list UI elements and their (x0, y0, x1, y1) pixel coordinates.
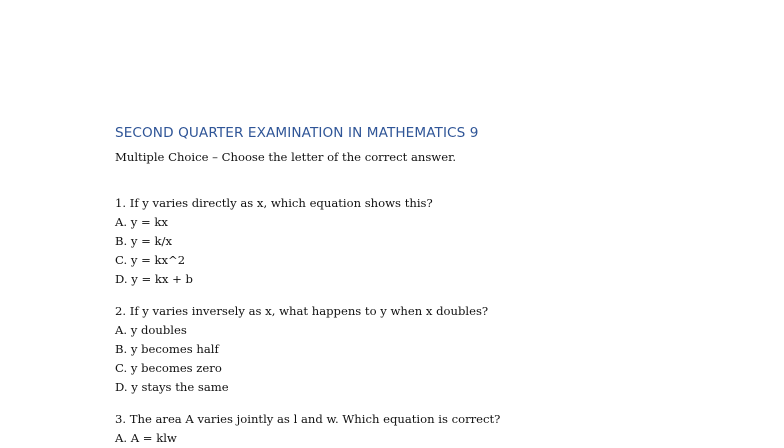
exam-instructions: Multiple Choice – Choose the letter of the correct answer. (115, 150, 457, 164)
answer-choice-b: B. y = k/x (115, 234, 172, 248)
question-prompt: 3. The area A varies jointly as l and w. Which equation is correct? (115, 412, 501, 426)
answer-choice-d: D. y = kx + b (115, 272, 193, 286)
answer-choice-d: D. y stays the same (115, 380, 229, 394)
answer-choice-a: A. A = klw (115, 431, 177, 445)
answer-choice-b: B. y becomes half (115, 342, 219, 356)
answer-choice-a: A. y doubles (115, 323, 187, 337)
question-prompt: 1. If y varies directly as x, which equation shows this? (115, 196, 433, 210)
question-1 (115, 194, 500, 289)
answer-choice-c: C. y becomes zero (115, 361, 222, 375)
answer-choice-c: C. y = kx^2 (115, 253, 186, 267)
answer-choice-a: A. y = kx (115, 215, 168, 229)
question-2 (115, 302, 500, 397)
exam-content (115, 148, 500, 448)
question-3 (115, 410, 500, 448)
exam-title: SECOND QUARTER EXAMINATION IN MATHEMATICS 9 (115, 125, 479, 141)
question-prompt: 2. If y varies inversely as x, what happens to y when x doubles? (115, 304, 489, 318)
